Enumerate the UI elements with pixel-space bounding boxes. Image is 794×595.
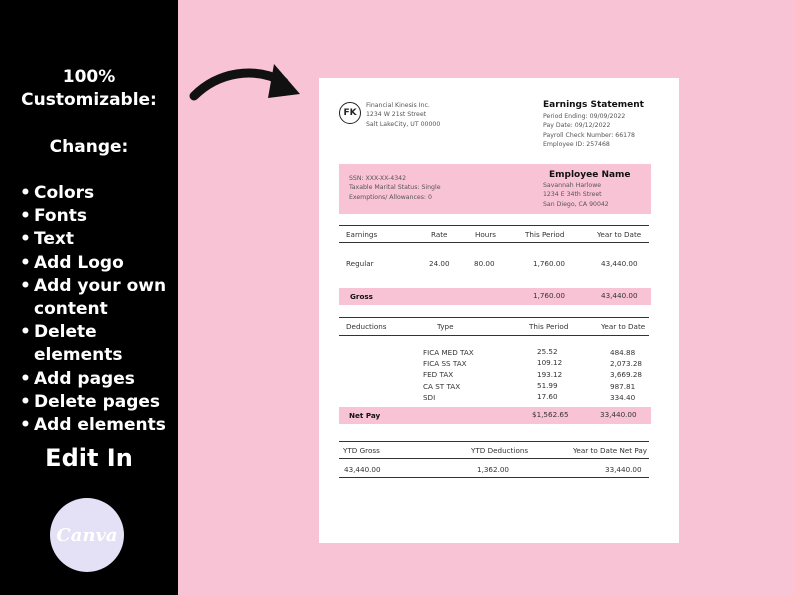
feature-label: Add pages (34, 368, 135, 389)
hours-header: Hours (475, 230, 497, 239)
deduction-this-period: 25.52 (537, 347, 558, 356)
feature-item (20, 252, 178, 275)
period-ending: Period Ending: 09/09/2022 (543, 113, 626, 120)
gross-ytd: 43,440.00 (601, 291, 638, 300)
canva-logo-text: Canva (56, 524, 118, 546)
type-header: Type (437, 322, 454, 331)
deduction-type: FICA MED TAX (423, 348, 474, 357)
statement-info (543, 112, 635, 149)
net-pay-this-period: $1,562.65 (532, 410, 569, 419)
pay-stub-document (319, 78, 679, 543)
gross-this-period: 1,760.00 (533, 291, 566, 300)
feature-label: Add Logo (34, 252, 124, 273)
bullet: • (20, 415, 31, 436)
earning-this-period: 1,760.00 (533, 259, 566, 268)
feature-label: Add your own content (34, 275, 167, 320)
marital-status: Taxable Marital Status: Single (349, 184, 441, 192)
bullet: • (20, 229, 31, 250)
ytd-deductions-header: YTD Deductions (471, 446, 529, 455)
edit-in-label: Edit In (45, 444, 133, 472)
canva-logo (50, 498, 124, 572)
deduction-ytd: 484.88 (610, 348, 636, 357)
ded-this-period-header: This Period (529, 322, 569, 331)
deduction-ytd: 334.40 (610, 393, 636, 402)
deduction-this-period: 193.12 (537, 370, 563, 379)
divider (339, 441, 649, 442)
deduction-ytd: 2,073.28 (610, 359, 643, 368)
ytd-gross-header: YTD Gross (343, 446, 380, 455)
feature-label: Fonts (34, 206, 87, 227)
divider (339, 477, 649, 478)
divider (339, 335, 649, 336)
employee-address-2: San Diego, CA 90042 (543, 200, 609, 208)
earning-label: Regular (346, 259, 374, 268)
deduction-this-period: 51.99 (537, 381, 558, 390)
change-label: Change: (49, 137, 129, 157)
employee-address-1: 1234 E 34th Street (543, 191, 602, 199)
deduction-type: FED TAX (423, 370, 454, 379)
ytd-net-pay-header: Year to Date Net Pay (573, 446, 648, 455)
employee-id: Employee ID: 257468 (543, 140, 610, 148)
headline-percent: 100% (62, 67, 116, 87)
bullet: • (20, 368, 31, 389)
company-name: Financial Kinesis Inc. (366, 102, 430, 109)
this-period-header: This Period (525, 230, 565, 239)
exemptions: Exemptions/ Allowances: 0 (349, 193, 432, 201)
earning-rate: 24.00 (429, 259, 450, 268)
statement-title: Earnings Statement (543, 100, 644, 110)
earnings-header: Earnings (346, 230, 378, 239)
feature-item (20, 414, 178, 437)
employee-address (543, 181, 609, 209)
earning-ytd: 43,440.00 (601, 259, 638, 268)
feature-list (20, 182, 178, 437)
promo-panel (0, 0, 178, 595)
feature-item (20, 321, 178, 367)
feature-item (20, 228, 178, 251)
divider (339, 458, 649, 459)
deduction-ytd: 3,669.28 (610, 370, 643, 379)
headline-customizable: Customizable: (21, 90, 157, 110)
feature-item (20, 275, 178, 321)
employee-name: Savannah Harlowe (543, 182, 602, 189)
deduction-this-period: 109.12 (537, 358, 563, 367)
employee-band (339, 164, 651, 214)
net-pay-ytd: 33,440.00 (600, 410, 637, 419)
net-pay-label: Net Pay (349, 411, 381, 420)
ytd-net-pay-value: 33,440.00 (605, 465, 642, 474)
bullet: • (20, 183, 31, 203)
ded-ytd-header: Year to Date (601, 322, 646, 331)
bullet: • (20, 206, 31, 227)
ytd-gross-value: 43,440.00 (344, 465, 381, 474)
company-info (366, 101, 440, 129)
ssn: SSN: XXX-XX-4342 (349, 175, 407, 182)
feature-item (20, 391, 178, 414)
divider (339, 242, 649, 243)
deduction-type: CA ST TAX (423, 382, 461, 391)
check-number: Payroll Check Number: 66178 (543, 131, 635, 139)
feature-label: Delete elements (34, 322, 123, 366)
feature-item (20, 205, 178, 228)
feature-label: Colors (34, 183, 95, 203)
employee-name-heading: Employee Name (549, 170, 631, 180)
company-address-2: Salt LakeCity, UT 00000 (366, 120, 441, 128)
gross-label: Gross (350, 292, 373, 301)
bullet: • (20, 275, 31, 296)
employee-tax-info (349, 174, 441, 202)
earning-hours: 80.00 (474, 259, 495, 268)
divider (339, 317, 649, 318)
company-logo: FK (339, 102, 361, 124)
deduction-this-period: 17.60 (537, 392, 558, 401)
deductions-header: Deductions (346, 322, 387, 331)
feature-item (20, 368, 178, 391)
rate-header: Rate (431, 230, 448, 239)
deduction-type: FICA SS TAX (423, 359, 467, 368)
bullet: • (20, 252, 31, 273)
ytd-deductions-value: 1,362.00 (477, 465, 510, 474)
divider (339, 225, 649, 226)
bullet: • (20, 391, 31, 412)
ytd-header: Year to Date (597, 230, 642, 239)
feature-item (20, 182, 178, 205)
deduction-ytd: 987.81 (610, 382, 636, 391)
feature-label: Add elements (34, 415, 166, 436)
company-address-1: 1234 W 21st Street (366, 111, 427, 119)
pay-date: Pay Date: 09/12/2022 (543, 122, 611, 130)
feature-label: Text (34, 229, 74, 250)
curved-arrow-icon (188, 54, 306, 104)
deduction-type: SDI (423, 393, 436, 402)
feature-label: Delete pages (34, 391, 161, 412)
bullet: • (20, 322, 31, 343)
